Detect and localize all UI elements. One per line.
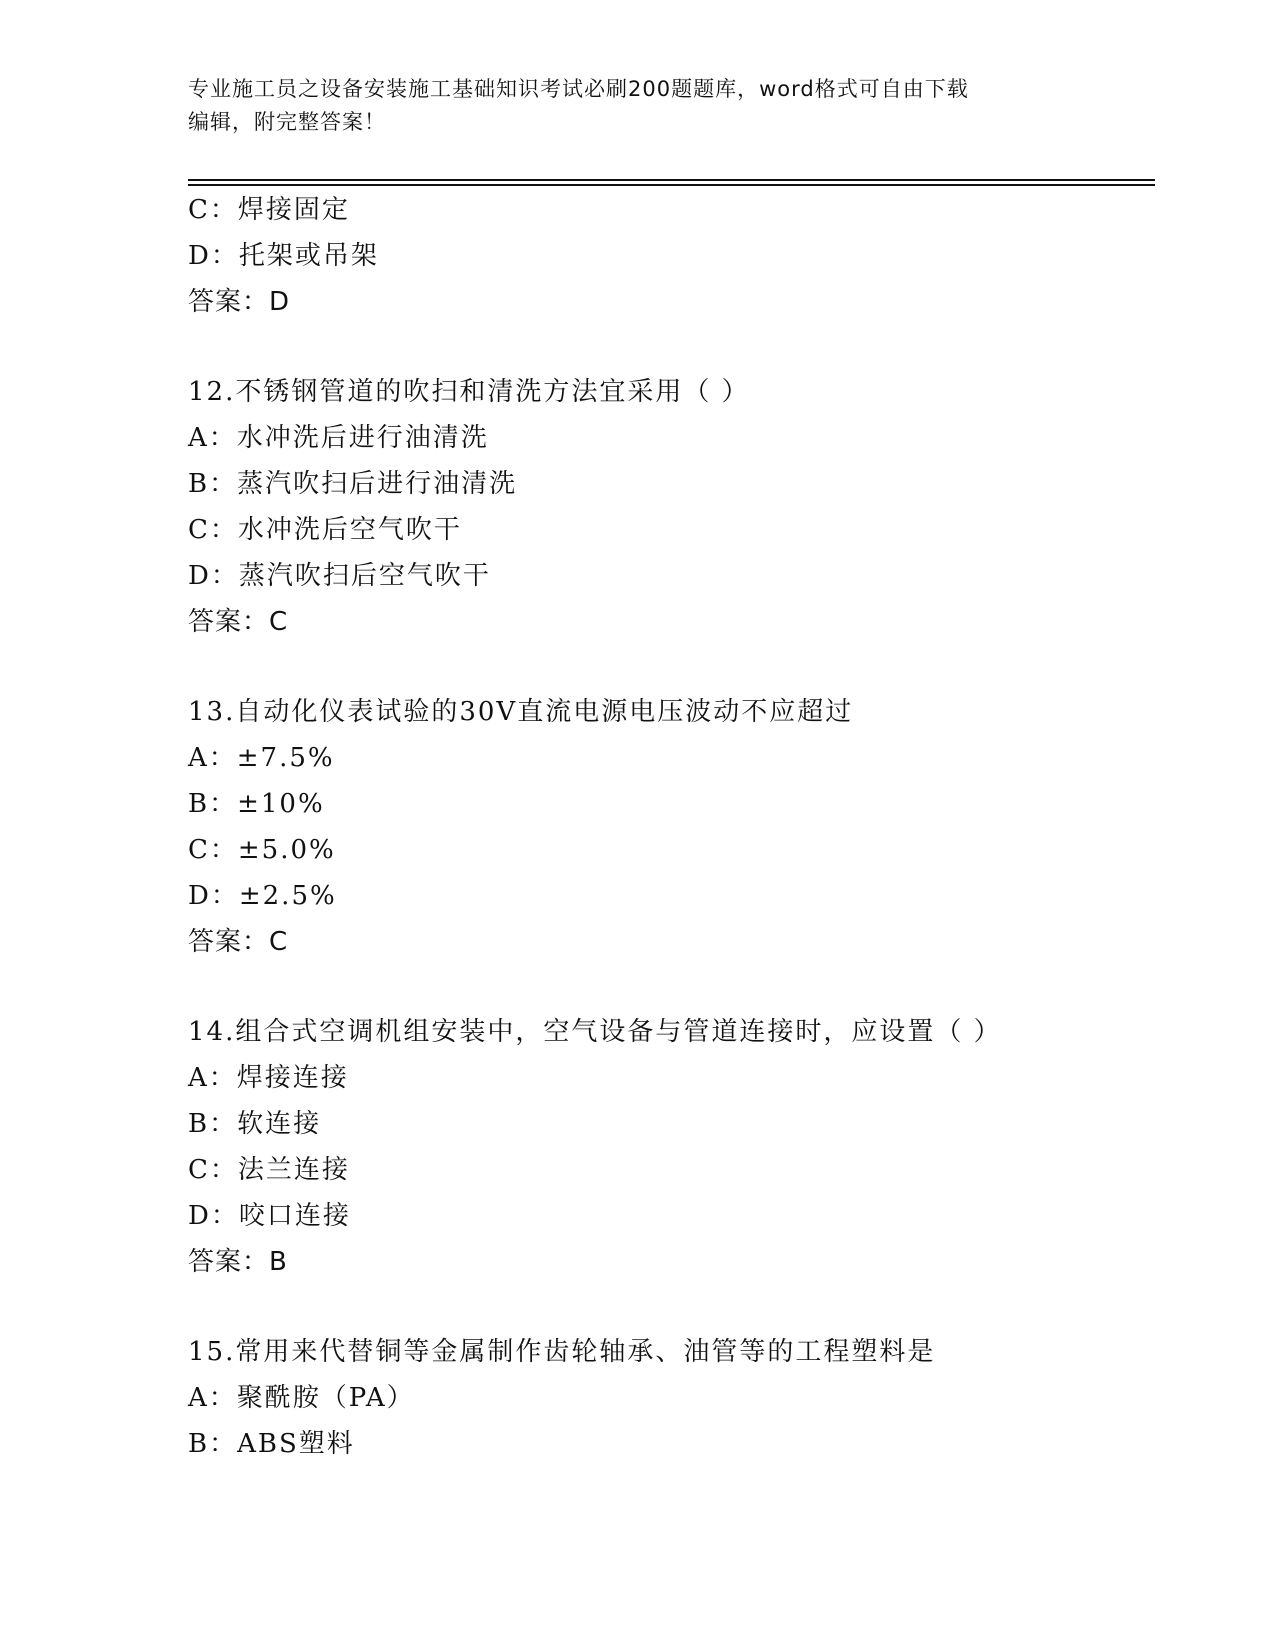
option-a: A：水冲洗后进行油清洗 xyxy=(188,423,489,453)
question-14 xyxy=(188,1009,1155,1285)
option-a: A：焊接连接 xyxy=(188,1063,349,1093)
option-d: D：蒸汽吹扫后空气吹干 xyxy=(188,561,491,591)
header-title-line-1: 专业施工员之设备安装施工基础知识考试必刷200题题库，word格式可自由下载 xyxy=(188,77,969,101)
option-a: A：聚酰胺（PA） xyxy=(188,1383,415,1413)
option-b: B：ABS塑料 xyxy=(188,1429,355,1459)
option-d: D：托架或吊架 xyxy=(188,241,379,271)
option-b: B：蒸汽吹扫后进行油清洗 xyxy=(188,469,518,499)
question-stem: 15.常用来代替铜等金属制作齿轮轴承、油管等的工程塑料是 xyxy=(188,1337,936,1367)
answer-line: 答案：D xyxy=(188,287,291,317)
header-divider-top xyxy=(188,179,1155,181)
answer-line: 答案：C xyxy=(188,607,289,637)
question-11-tail xyxy=(188,187,1155,325)
answer-line: 答案：B xyxy=(188,1247,288,1277)
question-stem: 14.组合式空调机组安装中，空气设备与管道连接时，应设置（ ） xyxy=(188,1017,1002,1047)
header-divider-bottom xyxy=(188,184,1155,186)
question-12 xyxy=(188,369,1155,645)
answer-line: 答案：C xyxy=(188,927,289,957)
option-d: D：咬口连接 xyxy=(188,1201,351,1231)
option-c: C：±5.0% xyxy=(188,835,336,865)
option-b: B：软连接 xyxy=(188,1109,322,1139)
question-13 xyxy=(188,689,1155,965)
option-c: C：水冲洗后空气吹干 xyxy=(188,515,462,545)
option-b: B：±10% xyxy=(188,789,325,819)
option-a: A：±7.5% xyxy=(188,743,335,773)
question-stem: 12.不锈钢管道的吹扫和清洗方法宜采用（ ） xyxy=(188,377,750,407)
document-header xyxy=(188,73,1068,139)
option-d: D：±2.5% xyxy=(188,881,337,911)
question-list xyxy=(188,187,1155,1511)
question-15 xyxy=(188,1329,1155,1467)
option-c: C：焊接固定 xyxy=(188,195,350,225)
header-title-line-2: 编辑，附完整答案！ xyxy=(188,110,386,134)
question-stem: 13.自动化仪表试验的30V直流电源电压波动不应超过 xyxy=(188,697,854,727)
option-c: C：法兰连接 xyxy=(188,1155,350,1185)
